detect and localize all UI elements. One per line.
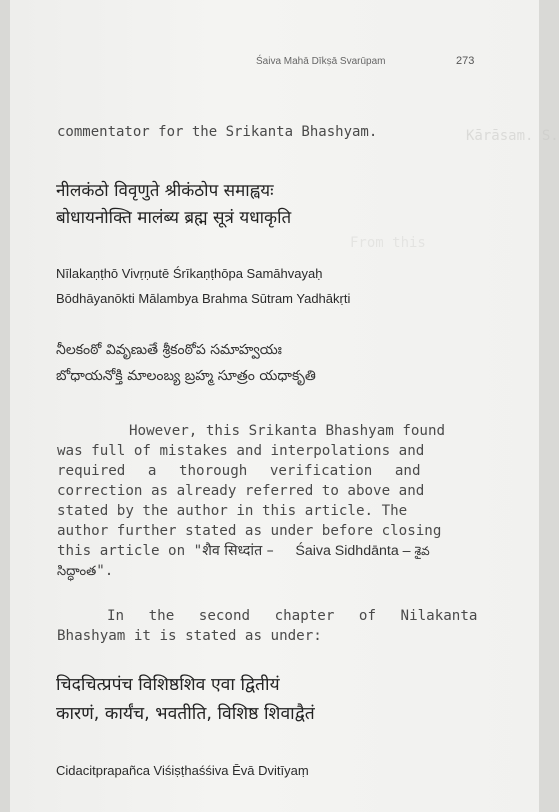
intro-line: commentator for the Srikanta Bhashyam.: [57, 124, 378, 140]
paragraph-second-chapter: [57, 606, 519, 646]
verse2-devanagari-line-2: कारणं, कार्यंच, भवतीति, विशिष्ठ शिवाद्वैतं: [56, 704, 315, 724]
paragraph-line: correction as already referred to above and: [57, 483, 425, 499]
verse2-devanagari-line-1: चिदचित्प्रपंच विशिष्ठशिव एवा द्वितीयं: [56, 675, 280, 695]
show-through-text: From this: [350, 235, 426, 251]
paragraph-bhashyam-errors: [57, 421, 519, 582]
inline-telugu-continuation: సిద్ధాంత: [57, 564, 97, 579]
verse-telugu-line-1: నీలకంఠో వివృణుతే శ్రీకంఠోప సమాహ్వయః: [56, 342, 282, 358]
verse-telugu-line-2: బోధాయనోక్తి మాలంబ్య బ్రహ్మ సూత్రం యధాకృతి: [56, 368, 316, 384]
paragraph-line: this article on "शैव सिध्दांत – Śaiva Sidhdānta – శైవ: [57, 543, 430, 559]
paragraph-line: author further stated as under before closing: [57, 523, 442, 539]
inline-transliteration: Śaiva Sidhdānta –: [295, 543, 415, 559]
page-header: [10, 56, 539, 70]
verse-transliteration-line-1: Nīlakaṇṭhō Vivṛṇutē Śrīkaṇṭhōpa Samāhvayaḥ: [56, 266, 323, 281]
paragraph-line: stated by the author in this article. The: [57, 503, 408, 519]
paragraph-line: was full of mistakes and interpolations and: [57, 443, 425, 459]
paragraph-line: సిద్ధాంత".: [57, 563, 114, 579]
verse-devanagari-line-1: नीलकंठो विवृणुते श्रीकंठोप समाह्वयः: [56, 181, 274, 201]
paragraph-line: Bhashyam it is stated as under:: [57, 628, 322, 644]
verse-devanagari-line-2: बोधायनोक्ति मालंब्य ब्रह्म सूत्रं यधाकृति: [56, 208, 292, 228]
verse2-transliteration: Cidacitprapañca Viśiṣṭhaśśiva Ēvā Dvitīyaṃ: [56, 763, 309, 778]
show-through-text: Kārāsam. S.: [466, 128, 559, 144]
inline-telugu: శైవ: [414, 544, 430, 558]
paragraph-line: However, this Srikanta Bhashyam found: [129, 423, 446, 439]
running-title: Śaiva Mahā Dīkṣā Svarūpam: [256, 56, 386, 67]
inline-devanagari: शैव सिध्दांत –: [202, 543, 279, 559]
paragraph-line: In the second chapter of Nilakanta: [107, 608, 478, 624]
page-number: 273: [456, 55, 475, 67]
book-page: [10, 0, 559, 812]
verse-transliteration-line-2: Bōdhāyanōkti Mālambya Brahma Sūtram Yadhākṛti: [56, 291, 351, 306]
paragraph-line: required a thorough verification and: [57, 463, 421, 479]
